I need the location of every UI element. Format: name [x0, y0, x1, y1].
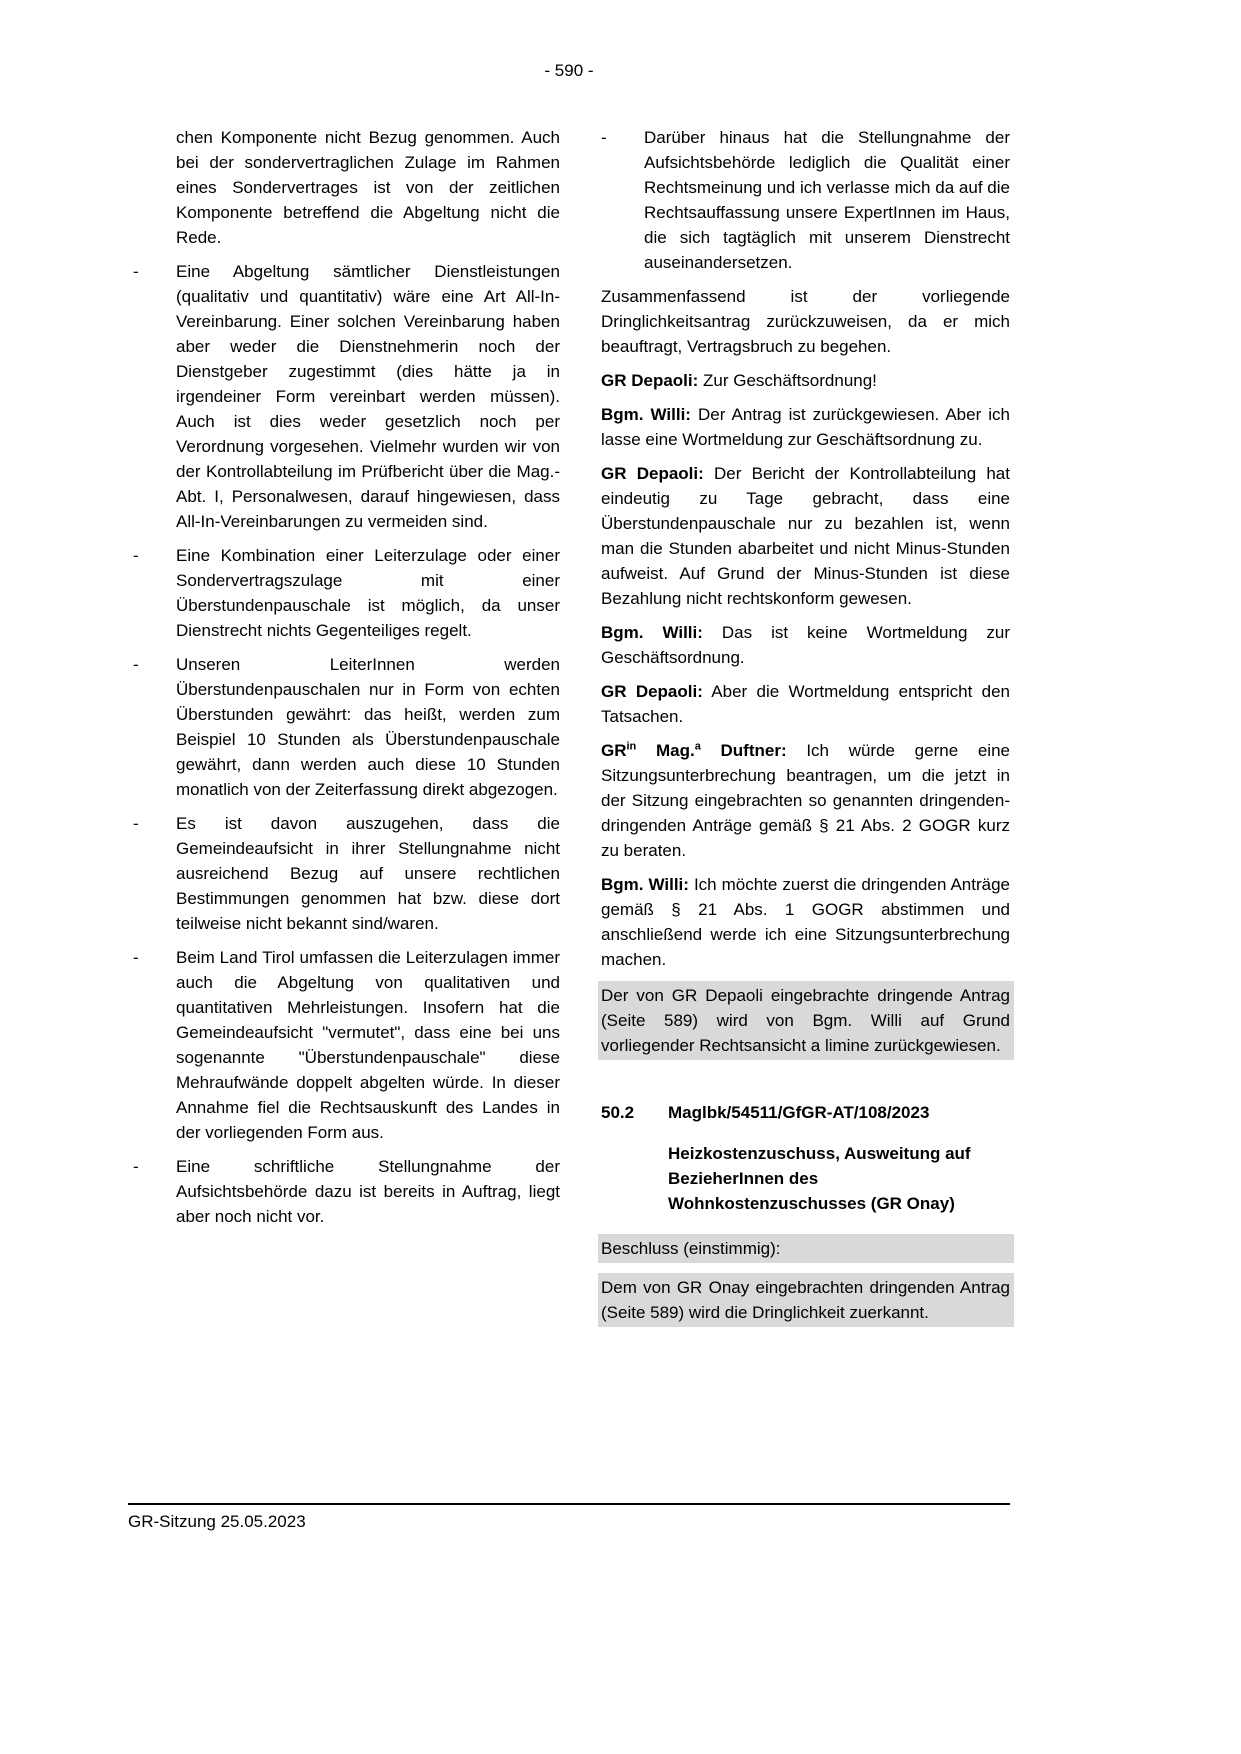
list-item-text: Beim Land Tirol umfassen die Leiterzulagen immer auch die Abgeltung von qualitativen und quantitativen Mehrleistungen. Insofern hat die Gemeindeaufsicht "vermutet", dass eine bei uns sogenannte "Überstundenpauschale" diese Mehraufwände doppelt abgelten würde. In dieser Annahme fiel die Rechtsauskunft des Landes in der vorliegenden Form aus.: [176, 948, 560, 1142]
list-item: [133, 945, 560, 1145]
highlighted-decision: Der von GR Depaoli eingebrachte dringende Antrag (Seite 589) wird von Bgm. Willi auf Grund vorliegender Rechtsansicht a limine zurückgewiesen.: [598, 981, 1014, 1060]
speaker-name-superscript: a: [694, 740, 701, 753]
agenda-item-reference: Maglbk/54511/GfGR-AT/108/2023: [668, 1103, 930, 1122]
speaker-name-part: Mag.: [636, 741, 695, 760]
speaker-name-part: GR: [601, 741, 627, 760]
speech-paragraph: [601, 738, 1010, 863]
speech-paragraph: [601, 620, 1010, 670]
agenda-item-title: Heizkostenzuschuss, Ausweitung auf BezieherInnen des Wohnkostenzuschusses (GR Onay): [668, 1144, 971, 1213]
speaker-name-superscript: in: [626, 740, 637, 753]
speaker-name: Bgm. Willi:: [601, 623, 703, 642]
list-item: [133, 543, 560, 643]
footer-divider: [128, 1503, 1010, 1505]
speech-text: Das ist keine Wortmeldung zur Geschäftsordnung.: [601, 623, 1010, 667]
list-item-text: Darüber hinaus hat die Stellungnahme der Aufsichtsbehörde lediglich die Qualität einer Rechtsmeinung und ich verlasse mich da auf die Rechtsauffassung unsere ExpertInnen im Haus, die sich tagtäglich mit unserem Dienstrecht auseinandersetzen.: [644, 128, 1010, 272]
bullet-dash: -: [133, 655, 139, 674]
speech-text: Zur Geschäftsordnung!: [703, 371, 877, 390]
list-item: [601, 125, 1010, 275]
speaker-name: Bgm. Willi:: [601, 875, 689, 894]
list-item-text: Eine Kombination einer Leiterzulage oder einer Sondervertragszulage mit einer Überstundenpauschale ist möglich, da unser Dienstrecht nichts Gegenteiliges regelt.: [176, 546, 560, 640]
right-column: [601, 125, 1010, 1336]
bullet-dash: -: [133, 262, 139, 281]
speech-text: Aber die Wortmeldung entspricht den Tatsachen.: [601, 682, 1010, 726]
left-column: [133, 125, 560, 1238]
list-item: [133, 652, 560, 802]
speaker-name: [601, 741, 787, 760]
speech-paragraph: [601, 679, 1010, 729]
speaker-name-part: Duftner:: [700, 741, 787, 760]
bullet-dash: -: [133, 814, 139, 833]
speaker-name: GR Depaoli:: [601, 464, 704, 483]
bullet-dash: -: [601, 128, 607, 147]
list-item: [133, 1154, 560, 1229]
list-item-text: Eine schriftliche Stellungnahme der Aufsichtsbehörde dazu ist bereits in Auftrag, liegt aber noch nicht vor.: [176, 1157, 560, 1226]
continuation-paragraph: chen Komponente nicht Bezug genommen. Auch bei der sondervertraglichen Zulage im Rahmen eines Sondervertrages ist von der zeitlichen Komponente betreffend die Abgeltung nicht die Rede.: [176, 128, 560, 247]
speaker-name: GR Depaoli:: [601, 682, 703, 701]
agenda-item-heading: [601, 1100, 1010, 1125]
page-number: - 590 -: [544, 61, 594, 80]
speech-paragraph: [601, 402, 1010, 452]
speech-paragraph: [601, 368, 1010, 393]
list-item-text: Unseren LeiterInnen werden Überstundenpauschalen nur in Form von echten Überstunden gewährt: das heißt, werden zum Beispiel 10 Stunden als Überstundenpauschale gewährt, dann werden auch diese 10 Stunden monatlich von der Zeiterfassung direkt abgezogen.: [176, 655, 560, 799]
speech-text: Ich möchte zuerst die dringenden Anträge gemäß § 21 Abs. 1 GOGR abstimmen und anschließend werde ich eine Sitzungsunterbrechung machen.: [601, 875, 1010, 969]
bullet-dash: -: [133, 1157, 139, 1176]
speech-paragraph: [601, 872, 1010, 972]
footer-text: GR-Sitzung 25.05.2023: [128, 1512, 306, 1531]
decision-label: Beschluss (einstimmig):: [598, 1234, 1014, 1263]
speech-text: Ich würde gerne eine Sitzungsunterbrechung beantragen, um die jetzt in der Sitzung eingebrachten so genannten dringenden-dringenden Anträge gemäß § 21 Abs. 2 GOGR kurz zu beraten.: [601, 741, 1010, 860]
summary-paragraph: Zusammenfassend ist der vorliegende Dringlichkeitsantrag zurückzuweisen, da er mich beauftragt, Vertragsbruch zu begehen.: [601, 287, 1010, 356]
list-item-text: Eine Abgeltung sämtlicher Dienstleistungen (qualitativ und quantitativ) wäre eine Art All-In-Vereinbarung. Einer solchen Vereinbarung haben aber weder die Dienstnehmerin noch der Dienstgeber zugestimmt (dies hätte ja in irgendeiner Form vereinbart werden müssen). Auch ist dies weder gesetzlich noch per Verordnung vorgesehen. Vielmehr wurden wir von der Kontrollabteilung im Prüfbericht über die Mag.-Abt. I, Personalwesen, darauf hingewiesen, dass All-In-Vereinbarungen zu vermeiden sind.: [176, 262, 560, 531]
speech-text: Der Bericht der Kontrollabteilung hat eindeutig zu Tage gebracht, dass eine Überstundenpauschale nur zu bezahlen ist, wenn man die Stunden abarbeitet und nicht Minus-Stunden aufweist. Auf Grund der Minus-Stunden ist diese Bezahlung nicht rechtskonform gewesen.: [601, 464, 1010, 608]
speaker-name: Bgm. Willi:: [601, 405, 691, 424]
list-item: [133, 259, 560, 534]
bullet-dash: -: [133, 546, 139, 565]
bullet-dash: -: [133, 948, 139, 967]
list-item: [133, 811, 560, 936]
agenda-item-number: 50.2: [601, 1103, 635, 1122]
list-item-text: Es ist davon auszugehen, dass die Gemeindeaufsicht in ihrer Stellungnahme nicht ausreichend Bezug auf unsere rechtlichen Bestimmungen genommen hat bzw. diese dort teilweise nicht bekannt sind/waren.: [176, 814, 560, 933]
speaker-name: GR Depaoli:: [601, 371, 699, 390]
speech-text: Der Antrag ist zurückgewiesen. Aber ich lasse eine Wortmeldung zur Geschäftsordnung zu.: [601, 405, 1010, 449]
speech-paragraph: [601, 461, 1010, 611]
highlighted-decision: Dem von GR Onay eingebrachten dringenden Antrag (Seite 589) wird die Dringlichkeit zuerkannt.: [598, 1273, 1014, 1327]
